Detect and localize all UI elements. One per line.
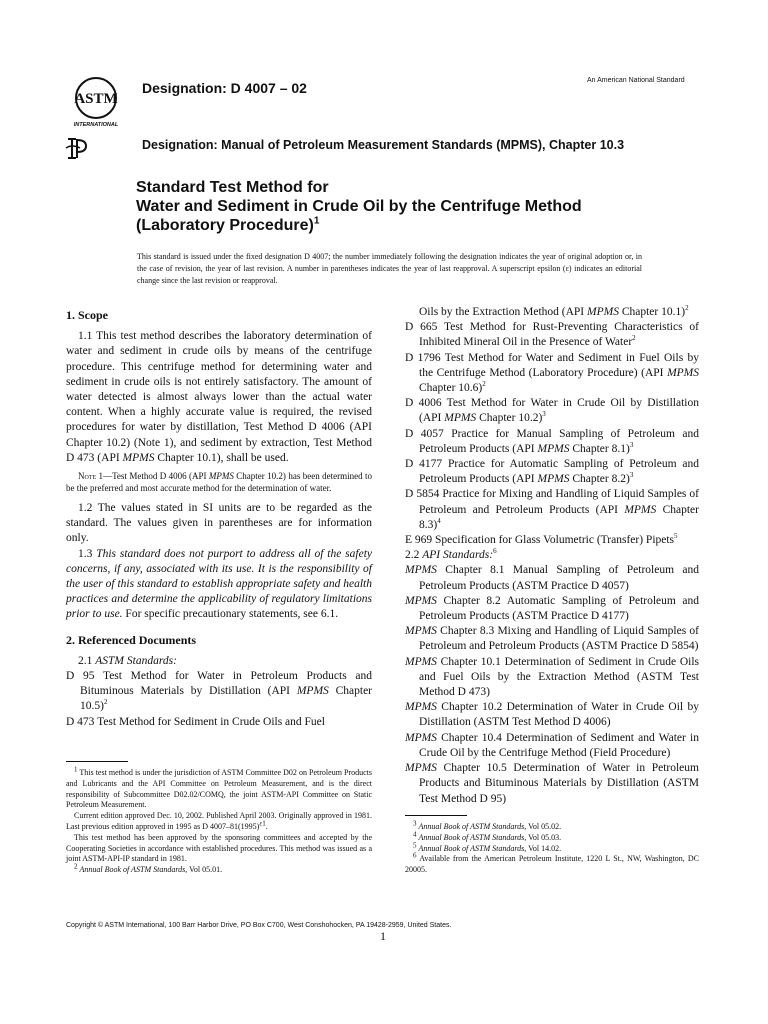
api-standards-label: 2.2 API Standards:$^6$: [405, 547, 497, 562]
ref-d665: D 665 Test Method for Rust-Preventing Characteristics of Inhibited Mineral Oil in the Presence of Water$^2$: [405, 321, 699, 349]
footnotes-right: [405, 819, 699, 876]
ref-d5854: D 5854 Practice for Mixing and Handling of Liquid Samples of Petroleum and Petroleum Products (API MPMS Chapter 8.3)$^4$: [405, 488, 699, 531]
astm-logo-text: ASTM: [74, 91, 118, 107]
national-standard-label: An American National Standard: [587, 77, 685, 84]
scope-1-3: 1.3 This standard does not purport to address all of the safety concerns, if any, associated with its use. It is the responsibility of the user of this standard to establish appropriate safety and health practices and determine the applicability of regulatory limitations prior to use. For specific precautionary statements, see 6.1.: [66, 547, 373, 621]
title-line-2: Water and Sediment in Crude Oil by the Centrifuge Method: [136, 198, 582, 215]
api-ref-8-2: MPMS Chapter 8.2 Automatic Sampling of Petroleum and Petroleum Products (ASTM Practice D 4177): [405, 594, 699, 623]
footnotes-left: [66, 765, 372, 876]
footnote-1-cooperating: This test method has been approved by the sponsoring committees and accepted by the Cooperating Societies in accordance with established procedures. This method was issued as a joint ASTM-API-IP standard in 1981.: [66, 832, 372, 864]
ref-d95: D 95 Test Method for Water in Petroleum Products and Bituminous Materials by Distillation (API MPMS Chapter 10.5)$^2$: [66, 670, 373, 713]
astm-standards-label: 2.1 ASTM Standards:: [78, 654, 177, 667]
ref-d473: D 473 Test Method for Sediment in Crude Oils and Fuel: [66, 715, 325, 728]
note-1: Note 1—Test Method D 4006 (API MPMS Chapter 10.2) has been determined to be the preferred and most accurate method for the determination of water.: [66, 471, 372, 493]
ref-d4006: D 4006 Test Method for Water in Crude Oil by Distillation (API MPMS Chapter 10.2)$^3$: [405, 397, 699, 425]
footnote-5: $^5$ Annual Book of ASTM Standards, Vol 14.02.: [413, 840, 562, 853]
mpms-designation: Designation: Manual of Petroleum Measurement Standards (MPMS), Chapter 10.3: [142, 138, 625, 152]
ref-d4057: D 4057 Practice for Manual Sampling of Petroleum and Petroleum Products (API MPMS Chapter 8.1)$^3$: [405, 427, 699, 455]
title-line-1: Standard Test Method for: [136, 179, 329, 196]
scope-1-1: 1.1 This test method describes the laboratory determination of water and sediment in crude oils by means of the centrifuge procedure. This centrifuge method for determining water and sediment in crude oils is not entirely satisfactory. The amount of water detected is almost always lower than the actual water content. When a highly accurate value is required, the revised procedures for water by distillation, Test Method D 4006 (API Chapter 10.2) (Note 1), and sediment by extraction, Test Method D 473 (API MPMS Chapter 10.1), shall be used.: [66, 330, 372, 464]
api-ref-8-1: MPMS Chapter 8.1 Manual Sampling of Petroleum and Petroleum Products (ASTM Practice D 4057): [405, 564, 699, 592]
api-ref-10-5: MPMS Chapter 10.5 Determination of Water in Petroleum Products and Bituminous Materials by Distillation (ASTM Test Method D 95): [405, 762, 699, 805]
title-footnote-mark: 1: [313, 215, 320, 227]
api-ref-8-3: MPMS Chapter 8.3 Mixing and Handling of Liquid Samples of Petroleum and Petroleum Products (ASTM Practice D 5854): [405, 625, 699, 653]
ref-d473-continued: Oils by the Extraction Method (API MPMS Chapter 10.1)$^2$: [419, 304, 689, 318]
designation: Designation: D 4007 – 02: [142, 80, 307, 96]
api-logo: [64, 136, 94, 160]
footnote-6: $^6$ Available from the American Petroleum Institute, 1220 L St., NW, Washington, DC 20005.: [405, 851, 699, 875]
astm-logo: [68, 72, 124, 128]
ref-d1796: D 1796 Test Method for Water and Sediment in Fuel Oils by the Centrifuge Method (Laboratory Procedure) (API MPMS Chapter 10.6)$^2$: [405, 351, 699, 395]
api-ref-10-4: MPMS Chapter 10.4 Determination of Sediment and Water in Crude Oil by the Centrifuge Method (Field Procedure): [405, 731, 699, 759]
footnote-4: $^4$ Annual Book of ASTM Standards, Vol 05.03.: [413, 830, 562, 842]
footnote-3: $^3$ Annual Book of ASTM Standards, Vol 05.02.: [413, 819, 562, 831]
left-column: [66, 308, 372, 730]
title-line-3-text: (Laboratory Procedure): [136, 217, 314, 234]
issue-note: This standard is issued under the fixed designation D 4007; the number immediately following the designation indicates the year of original adoption or, in the case of revision, the year of last revision. A number in parentheses indicates the year of last reapproval. A superscript epsilon (ε) indicates an editorial change since the last revision or reapproval.: [137, 252, 642, 285]
ref-d4177: D 4177 Practice for Automatic Sampling of Petroleum and Petroleum Products (API MPMS Chapter 8.2)$^3$: [405, 458, 699, 486]
ref-e969: E 969 Specification for Glass Volumetric (Transfer) Pipets$^5$: [405, 532, 678, 547]
astm-logo-subtext: INTERNATIONAL: [73, 122, 119, 128]
footnote-rule-left: [66, 761, 128, 762]
copyright-notice: Copyright © ASTM International, 100 Barr Harbor Drive, PO Box C700, West Conshohocken, PA 19428-2959, United States.: [66, 922, 452, 929]
right-column: [405, 305, 699, 807]
scope-heading: 1. Scope: [66, 308, 108, 322]
page-number: 1: [380, 929, 386, 943]
footnote-2: $^2$ Annual Book of ASTM Standards, Vol 05.01.: [74, 862, 223, 875]
api-ref-10-1: MPMS Chapter 10.1 Determination of Sediment in Crude Oils and Fuel Oils by the Extraction Method (ASTM Test Method D 473): [405, 655, 699, 699]
footnote-rule-right: [405, 815, 467, 816]
api-ref-10-2: MPMS Chapter 10.2 Determination of Water in Crude Oil by Distillation (ASTM Test Method D 4006): [405, 701, 699, 729]
title-line-3: [136, 216, 319, 235]
referenced-documents-heading: 2. Referenced Documents: [66, 632, 197, 647]
footnote-1: $^1$ This test method is under the jurisdiction of ASTM Committee D02 on Petroleum Products and Lubricants and the API Committee on Petroleum Measurement, and is the direct responsibility of Subcommittee D02.02/COMQ, the joint ASTM-API Committee on Static Petroleum Measurement.: [66, 765, 372, 810]
scope-1-2: 1.2 The values stated in SI units are to be regarded as the standard. The values given in parentheses are for information only.: [66, 502, 372, 545]
footnote-1-approval: Current edition approved Dec. 10, 2002. Published April 2003. Originally approved in 1981. Last previous edition approved in 1995 as D $4007-81(1995)^{\varepsilon 1}$.: [66, 811, 372, 831]
